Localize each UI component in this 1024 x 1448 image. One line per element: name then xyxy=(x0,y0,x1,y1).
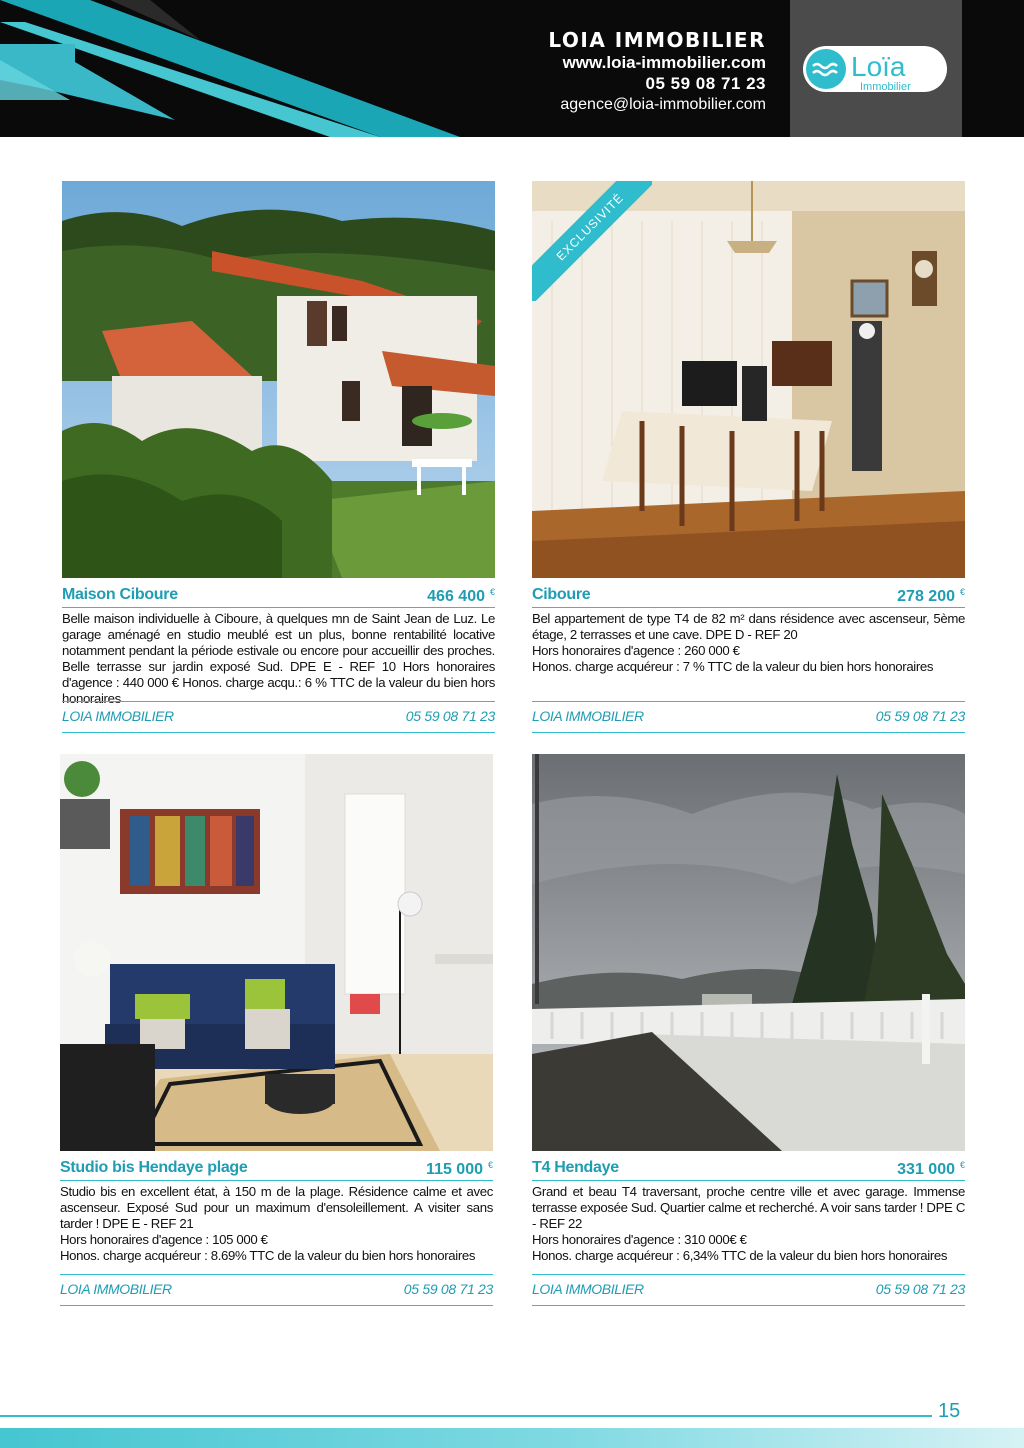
page-number: 15 xyxy=(938,1400,961,1422)
footer-phone[interactable]: 05 59 08 71 23 xyxy=(875,708,965,724)
listing-description xyxy=(532,611,965,675)
bottom-accent-bar xyxy=(0,1428,1024,1448)
footer-agency[interactable]: LOIA IMMOBILIER xyxy=(532,1281,644,1297)
listing-title-row xyxy=(532,584,965,608)
listing-title[interactable]: Ciboure xyxy=(532,586,591,603)
fees-text: Hors honoraires d'agence : 260 000 € xyxy=(532,643,740,658)
listing-footer xyxy=(532,1274,965,1306)
exclusive-ribbon xyxy=(532,181,652,301)
listing-photo[interactable] xyxy=(532,181,965,578)
currency-symbol: € xyxy=(959,587,965,597)
phone-number[interactable]: 05 59 08 71 23 xyxy=(645,74,766,93)
logo-tagline: Immobilier xyxy=(860,81,911,93)
listing-price: 331 000 xyxy=(897,1161,955,1178)
studio-photo xyxy=(60,754,493,1151)
description-text: Bel appartement de type T4 de 82 m² dans résidence avec ascenseur, 5ème étage, 2 terrasses et une cave. DPE D - REF 20 xyxy=(532,611,965,642)
footer-phone[interactable]: 05 59 08 71 23 xyxy=(405,708,495,724)
email-link[interactable]: agence@loia-immobilier.com xyxy=(560,96,766,113)
commission-text: Honos. charge acquéreur : 7 % TTC de la valeur du bien hors honoraires xyxy=(532,659,934,674)
currency-symbol: € xyxy=(489,587,495,597)
terrace-photo xyxy=(532,754,965,1151)
contact-block xyxy=(548,28,766,115)
listing-title[interactable]: Studio bis Hendaye plage xyxy=(60,1159,248,1176)
listing-footer xyxy=(532,701,965,733)
page-divider xyxy=(0,1415,932,1417)
footer-phone[interactable]: 05 59 08 71 23 xyxy=(403,1281,493,1297)
listing-footer xyxy=(60,1274,493,1306)
website-link[interactable]: www.loia-immobilier.com xyxy=(562,53,766,72)
listing-card[interactable] xyxy=(60,754,493,1309)
footer-phone[interactable]: 05 59 08 71 23 xyxy=(875,1281,965,1297)
agency-name: LOIA IMMOBILIER xyxy=(548,28,766,52)
listing-title[interactable]: T4 Hendaye xyxy=(532,1159,619,1176)
footer-agency[interactable]: LOIA IMMOBILIER xyxy=(60,1281,172,1297)
listing-price: 466 400 xyxy=(427,588,485,605)
footer-agency[interactable]: LOIA IMMOBILIER xyxy=(532,708,644,724)
commission-text: Honos. charge acquéreur : 8.69% TTC de la valeur du bien hors honoraires xyxy=(60,1248,476,1263)
footer-agency[interactable]: LOIA IMMOBILIER xyxy=(62,708,174,724)
description-text: Grand et beau T4 traversant, proche centre ville et avec garage. Immense terrasse exposée Sud. Quartier calme et recherché. A voir sans tarder ! DPE C - REF 22 xyxy=(532,1184,965,1231)
house-photo xyxy=(62,181,495,578)
listing-description xyxy=(532,1184,965,1264)
listing-description xyxy=(62,611,495,707)
currency-symbol: € xyxy=(487,1160,493,1170)
listing-description xyxy=(60,1184,493,1264)
page-header xyxy=(0,0,1024,137)
listing-price: 278 200 xyxy=(897,588,955,605)
listing-title[interactable]: Maison Ciboure xyxy=(62,586,178,603)
fees-text: Hors honoraires d'agence : 105 000 € xyxy=(60,1232,268,1247)
description-text: Belle maison individuelle à Ciboure, à quelques mn de Saint Jean de Luz. Le garage aménagé en studio meublé est un plus, bonne rentabilité locative notamment pendant la période estivale ou encore pour accueillir des proches. Belle terrasse sur jardin exposé Sud. DPE E - REF 10 Hors honoraires d'agence : 440 000 € Honos. charge acqu.: 6 % TTC de la valeur du bien hors honoraires xyxy=(62,611,495,706)
description-text: Studio bis en excellent état, à 150 m de la plage. Résidence calme et avec ascenseur. Exposé Sud pour un maximum d'ensoleillement. A visiter sans tarder ! DPE E - REF 21 xyxy=(60,1184,493,1231)
header-decoration xyxy=(0,0,470,137)
listing-photo[interactable] xyxy=(532,754,965,1151)
listing-title-row xyxy=(532,1157,965,1181)
listing-card[interactable] xyxy=(62,181,495,736)
listing-card[interactable] xyxy=(532,181,965,736)
loia-logo[interactable] xyxy=(802,44,950,96)
listing-footer xyxy=(62,701,495,733)
logo-panel xyxy=(790,0,962,137)
commission-text: Honos. charge acquéreur : 6,34% TTC de la valeur du bien hors honoraires xyxy=(532,1248,948,1263)
currency-symbol: € xyxy=(959,1160,965,1170)
fees-text: Hors honoraires d'agence : 310 000€ € xyxy=(532,1232,747,1247)
logo-name: Loïa xyxy=(851,51,906,82)
listing-photo[interactable] xyxy=(60,754,493,1151)
exclusive-badge: EXCLUSIVITÉ xyxy=(532,181,652,301)
listing-price: 115 000 xyxy=(426,1161,483,1178)
listing-title-row xyxy=(62,584,495,608)
listing-title-row xyxy=(60,1157,493,1181)
listing-photo[interactable] xyxy=(62,181,495,578)
listing-card[interactable] xyxy=(532,754,965,1309)
